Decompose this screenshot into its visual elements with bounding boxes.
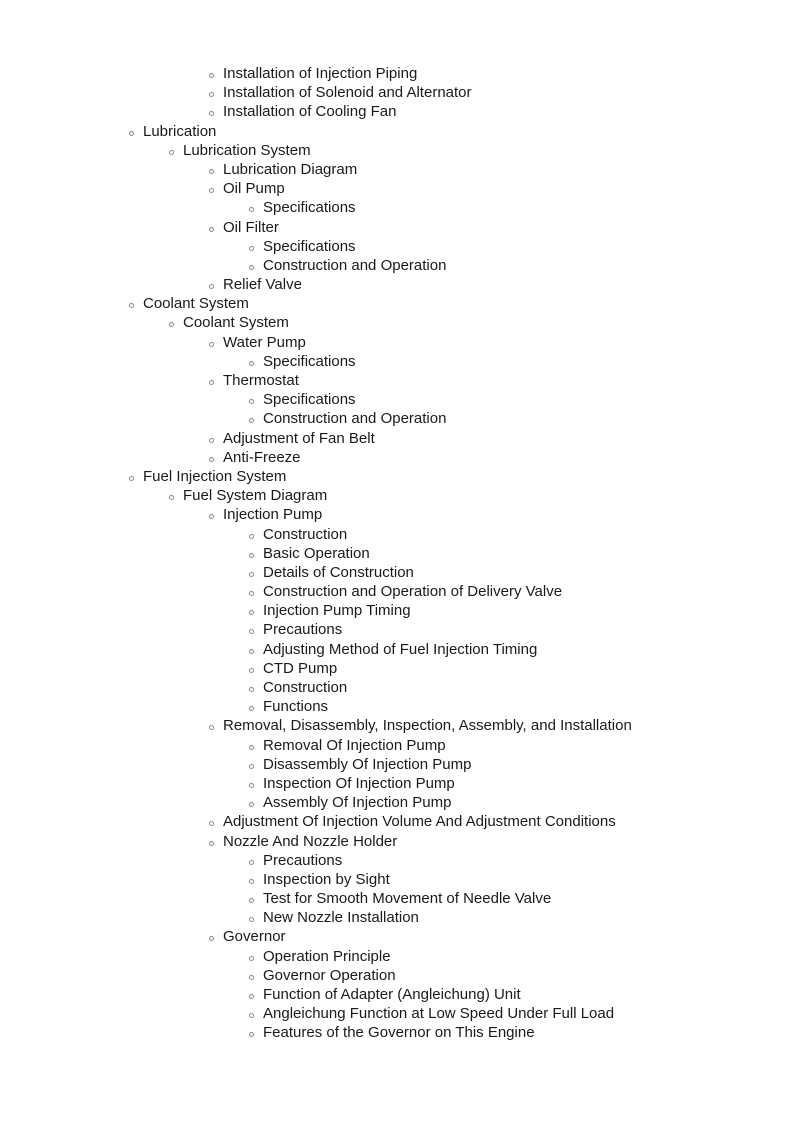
circle-bullet-icon [208, 505, 216, 524]
toc-item[interactable] [0, 448, 794, 467]
toc-item[interactable] [0, 179, 794, 198]
toc-item[interactable] [0, 966, 794, 985]
toc-item-label: Precautions [263, 851, 343, 869]
circle-bullet-icon [248, 870, 256, 889]
circle-bullet-icon [248, 851, 256, 870]
toc-item-label: Adjustment of Fan Belt [223, 429, 375, 447]
toc-item-label: Function of Adapter (Angleichung) Unit [263, 986, 521, 1003]
circle-bullet-icon [248, 601, 256, 620]
toc-item-label: Specifications [263, 237, 356, 255]
toc-item-label: Lubrication [143, 122, 217, 140]
toc-item[interactable] [0, 640, 794, 659]
toc-item[interactable] [0, 908, 794, 927]
toc-item-label: Thermostat [223, 372, 299, 389]
toc-item[interactable] [0, 601, 794, 620]
circle-bullet-icon [208, 64, 216, 83]
toc-item[interactable] [0, 870, 794, 889]
circle-bullet-icon [248, 237, 256, 256]
toc-item-label: Construction and Operation of Delivery Valve [263, 583, 563, 601]
toc-item[interactable] [0, 927, 794, 946]
toc-item-label: Installation of Solenoid and Alternator [223, 84, 472, 102]
toc-item-label: Construction [263, 525, 348, 543]
circle-bullet-icon [208, 218, 216, 237]
toc-item-label: CTD Pump [263, 659, 338, 677]
toc-item[interactable] [0, 141, 794, 160]
circle-bullet-icon [248, 640, 256, 659]
toc-item-label: Injection Pump Timing [263, 602, 411, 620]
circle-bullet-icon [248, 736, 256, 755]
circle-bullet-icon [248, 1004, 256, 1023]
toc-item-label: Governor Operation [263, 966, 396, 984]
table-of-contents [0, 64, 794, 1043]
toc-item-label: Lubrication Diagram [223, 160, 358, 178]
toc-item-label: Construction and Operation [263, 410, 447, 428]
toc-item-label: Relief Valve [223, 276, 302, 294]
toc-item-label: Assembly Of Injection Pump [263, 794, 452, 812]
toc-item-label: Test for Smooth Movement of Needle Valve [263, 890, 552, 908]
toc-item[interactable] [0, 64, 794, 83]
toc-item-label: Coolant System [143, 295, 249, 313]
circle-bullet-icon [168, 313, 176, 332]
circle-bullet-icon [248, 793, 256, 812]
toc-item-label: Specifications [263, 199, 356, 217]
circle-bullet-icon [208, 275, 216, 294]
toc-item-label: Construction [263, 679, 348, 696]
toc-item[interactable] [0, 313, 794, 332]
toc-item[interactable] [0, 429, 794, 448]
toc-item-label: Fuel Injection System [143, 467, 287, 485]
circle-bullet-icon [248, 755, 256, 774]
toc-item-label: Oil Pump [223, 180, 285, 198]
toc-item[interactable] [0, 486, 794, 505]
circle-bullet-icon [248, 908, 256, 927]
circle-bullet-icon [208, 371, 216, 390]
toc-item[interactable] [0, 275, 794, 294]
circle-bullet-icon [208, 83, 216, 102]
toc-item-label: Adjusting Method of Fuel Injection Timing [263, 640, 538, 658]
toc-item[interactable] [0, 525, 794, 544]
circle-bullet-icon [208, 448, 216, 467]
circle-bullet-icon [248, 256, 256, 275]
circle-bullet-icon [168, 141, 176, 160]
circle-bullet-icon [208, 716, 216, 735]
toc-item[interactable] [0, 102, 794, 121]
circle-bullet-icon [248, 390, 256, 409]
circle-bullet-icon [248, 620, 256, 639]
toc-item[interactable] [0, 736, 794, 755]
toc-item[interactable] [0, 774, 794, 793]
toc-item[interactable] [0, 371, 794, 390]
circle-bullet-icon [128, 294, 136, 313]
circle-bullet-icon [248, 544, 256, 563]
toc-item-label: Details of Construction [263, 563, 414, 581]
toc-item[interactable] [0, 333, 794, 352]
toc-item[interactable] [0, 812, 794, 831]
toc-item[interactable] [0, 352, 794, 371]
toc-item[interactable] [0, 390, 794, 409]
toc-item[interactable] [0, 160, 794, 179]
toc-item[interactable] [0, 947, 794, 966]
toc-item-label: Specifications [263, 391, 356, 409]
toc-item-label: Disassembly Of Injection Pump [263, 755, 472, 773]
toc-item-label: Specifications [263, 352, 356, 370]
toc-item[interactable] [0, 256, 794, 275]
circle-bullet-icon [248, 774, 256, 793]
toc-item[interactable] [0, 505, 794, 524]
circle-bullet-icon [248, 985, 256, 1004]
toc-item[interactable] [0, 1023, 794, 1042]
toc-item[interactable] [0, 198, 794, 217]
toc-item-label: Basic Operation [263, 544, 370, 562]
toc-item-label: Lubrication System [183, 141, 311, 159]
toc-item[interactable] [0, 544, 794, 563]
toc-item-label: Anti-Freeze [223, 448, 301, 466]
toc-item[interactable] [0, 218, 794, 237]
circle-bullet-icon [248, 198, 256, 217]
toc-item[interactable] [0, 582, 794, 601]
circle-bullet-icon [248, 409, 256, 428]
circle-bullet-icon [208, 812, 216, 831]
toc-item-label: Construction and Operation [263, 256, 447, 274]
toc-item[interactable] [0, 851, 794, 870]
toc-item[interactable] [0, 716, 794, 735]
toc-item[interactable] [0, 697, 794, 716]
circle-bullet-icon [208, 179, 216, 198]
toc-item-label: Nozzle And Nozzle Holder [223, 832, 398, 850]
toc-item-label: Angleichung Function at Low Speed Under Full Load [263, 1005, 615, 1023]
toc-item[interactable] [0, 755, 794, 774]
toc-item[interactable] [0, 793, 794, 812]
toc-item-label: Coolant System [183, 314, 289, 332]
circle-bullet-icon [248, 582, 256, 601]
circle-bullet-icon [208, 102, 216, 121]
toc-item[interactable] [0, 678, 794, 697]
toc-item[interactable] [0, 409, 794, 428]
toc-item[interactable] [0, 832, 794, 851]
circle-bullet-icon [128, 122, 136, 141]
circle-bullet-icon [248, 659, 256, 678]
toc-item[interactable] [0, 83, 794, 102]
circle-bullet-icon [248, 697, 256, 716]
circle-bullet-icon [248, 352, 256, 371]
toc-item-label: Governor [223, 928, 286, 946]
circle-bullet-icon [168, 486, 176, 505]
toc-item-label: Water Pump [223, 333, 306, 351]
toc-item[interactable] [0, 237, 794, 256]
toc-item-label: Adjustment Of Injection Volume And Adjustment Conditions [223, 813, 616, 831]
toc-item-label: Functions [263, 698, 329, 716]
toc-item-label: Installation of Cooling Fan [223, 103, 397, 121]
toc-item[interactable] [0, 294, 794, 313]
toc-item-label: Removal Of Injection Pump [263, 736, 446, 754]
circle-bullet-icon [128, 467, 136, 486]
toc-item-label: Inspection Of Injection Pump [263, 774, 455, 792]
toc-item[interactable] [0, 620, 794, 639]
toc-item[interactable] [0, 659, 794, 678]
toc-item[interactable] [0, 122, 794, 141]
toc-item-label: Injection Pump [223, 506, 323, 524]
circle-bullet-icon [248, 1023, 256, 1042]
toc-item-label: New Nozzle Installation [263, 909, 419, 927]
toc-item[interactable] [0, 1004, 794, 1023]
circle-bullet-icon [248, 678, 256, 697]
circle-bullet-icon [208, 333, 216, 352]
toc-item-label: Inspection by Sight [263, 870, 390, 888]
toc-item-label: Installation of Injection Piping [223, 65, 418, 82]
toc-item-label: Precautions [263, 621, 343, 639]
toc-item[interactable] [0, 467, 794, 486]
toc-item-label: Features of the Governor on This Engine [263, 1024, 535, 1042]
circle-bullet-icon [208, 832, 216, 851]
circle-bullet-icon [208, 160, 216, 179]
toc-item-label: Fuel System Diagram [183, 487, 328, 505]
circle-bullet-icon [248, 966, 256, 985]
toc-item[interactable] [0, 889, 794, 908]
toc-item[interactable] [0, 985, 794, 1004]
toc-item-label: Operation Principle [263, 947, 391, 965]
toc-item-label: Oil Filter [223, 218, 279, 236]
circle-bullet-icon [248, 947, 256, 966]
circle-bullet-icon [208, 927, 216, 946]
circle-bullet-icon [248, 889, 256, 908]
toc-item[interactable] [0, 563, 794, 582]
circle-bullet-icon [208, 429, 216, 448]
circle-bullet-icon [248, 563, 256, 582]
toc-item-label: Removal, Disassembly, Inspection, Assembly, and Installation [223, 717, 632, 735]
circle-bullet-icon [248, 525, 256, 544]
